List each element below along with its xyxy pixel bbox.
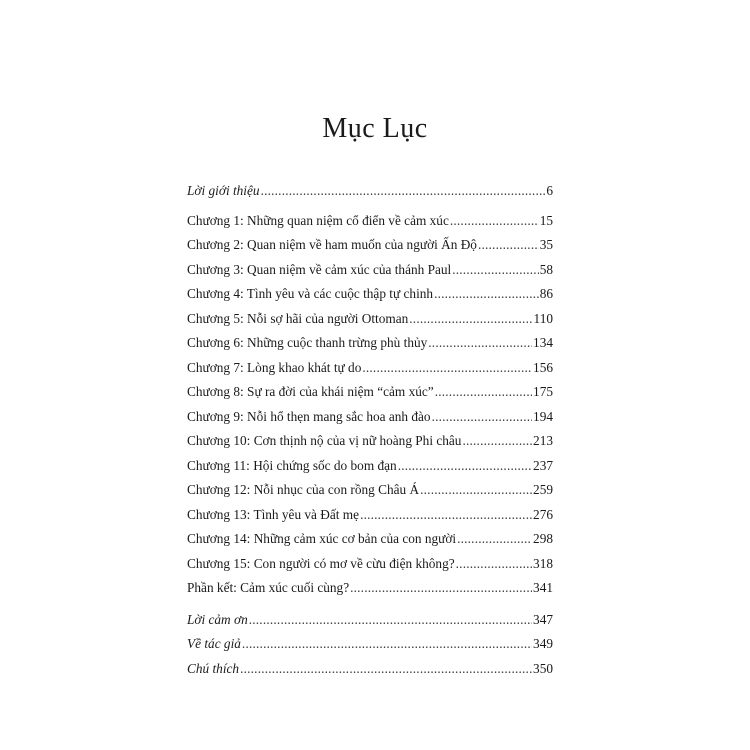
toc-entry-back-2	[187, 635, 553, 660]
dot-leader	[350, 579, 532, 597]
dot-leader	[360, 506, 532, 524]
toc-entry-label: Chương 15: Con người có mơ về cừu điện không?	[187, 555, 455, 571]
toc-entry-label: Chương 12: Nỗi nhục của con rồng Châu Á	[187, 482, 420, 497]
toc-entry-chapter-9	[187, 408, 553, 433]
dot-leader	[457, 530, 532, 548]
toc-entry-chapter-5	[187, 310, 553, 335]
toc-entry-page: 6	[546, 183, 553, 198]
toc-entry-chapter-14	[187, 530, 553, 555]
page-title: Mục Lục	[322, 113, 428, 144]
toc-entry-chapter-8	[187, 383, 553, 408]
toc-entry-page: 86	[539, 286, 553, 301]
toc-entry-chapter-15	[187, 555, 553, 580]
dot-leader	[242, 635, 532, 653]
dot-leader	[428, 334, 532, 352]
toc-entry-page: 341	[533, 580, 553, 595]
toc-entry-page: 156	[533, 359, 553, 375]
toc-entry-back-1	[187, 611, 553, 636]
toc-entry-label: Lời giới thiệu	[187, 183, 260, 198]
toc-entry-page: 15	[539, 212, 553, 228]
dot-leader	[398, 457, 532, 475]
chapter-list	[187, 212, 553, 604]
toc-entry-intro	[187, 182, 553, 207]
toc-entry-label: Chương 11: Hội chứng sốc do bom đạn	[187, 457, 397, 473]
back-matter-list	[187, 611, 553, 685]
toc-entry-chapter-16	[187, 579, 553, 604]
toc-entry-page: 213	[533, 433, 553, 448]
toc-entry-label: Phần kết: Cảm xúc cuối cùng?	[187, 580, 350, 595]
dot-leader	[456, 555, 532, 573]
toc-entry-page: 298	[533, 531, 553, 546]
toc-entry-label: Chương 4: Tình yêu và các cuộc thập tự chinh	[187, 286, 434, 301]
toc-entry-chapter-12	[187, 481, 553, 506]
dot-leader	[434, 285, 539, 303]
toc-entry-page: 347	[533, 611, 553, 627]
toc-entry-label: Chương 9: Nỗi hổ thẹn mang sắc hoa anh đào	[187, 408, 431, 424]
toc-entry-label: Chú thích	[187, 660, 240, 676]
toc-entry-page: 276	[533, 506, 553, 522]
dot-leader	[452, 261, 538, 279]
toc-entry-page: 237	[533, 457, 553, 473]
toc-entry-chapter-11	[187, 457, 553, 482]
toc-entry-label: Lời cảm ơn	[187, 611, 248, 627]
dot-leader	[420, 481, 532, 499]
toc-entry-page: 318	[533, 555, 553, 571]
toc-entry-page: 110	[533, 310, 553, 326]
section-gap	[187, 604, 553, 611]
toc-entry-label: Chương 8: Sự ra đời của khái niệm “cảm xúc”	[187, 384, 434, 399]
toc-entry-chapter-10	[187, 432, 553, 457]
dot-leader	[261, 182, 546, 200]
toc-entry-label: Chương 1: Những quan niệm cổ điển về cảm xúc	[187, 212, 449, 228]
dot-leader	[450, 212, 539, 230]
toc-entry-page: 58	[539, 261, 553, 277]
toc-entry-label: Chương 2: Quan niệm về ham muốn của người Ấn Độ	[187, 237, 477, 252]
dot-leader	[409, 310, 532, 328]
toc-entry-label: Chương 7: Lòng khao khát tự do	[187, 359, 362, 375]
toc-entry-page: 349	[533, 636, 553, 651]
toc-entry-back-3	[187, 660, 553, 685]
dot-leader	[432, 408, 532, 426]
toc-entry-page: 35	[539, 237, 553, 252]
toc-entry-label: Chương 5: Nỗi sợ hãi của người Ottoman	[187, 310, 409, 326]
dot-leader	[478, 236, 539, 254]
table-of-contents	[187, 182, 553, 684]
toc-entry-page: 350	[533, 660, 553, 676]
toc-entry-page: 134	[533, 335, 553, 350]
toc-entry-label: Chương 6: Những cuộc thanh trừng phù thủy	[187, 335, 428, 350]
toc-entry-chapter-6	[187, 334, 553, 359]
toc-entry-chapter-3	[187, 261, 553, 286]
dot-leader	[362, 359, 532, 377]
toc-entry-label: Chương 14: Những cảm xúc cơ bản của con người	[187, 531, 457, 546]
toc-entry-chapter-4	[187, 285, 553, 310]
toc-entry-chapter-7	[187, 359, 553, 384]
toc-entry-chapter-13	[187, 506, 553, 531]
toc-entry-page: 259	[533, 482, 553, 497]
toc-entry-label: Chương 10: Cơn thịnh nộ của vị nữ hoàng Phi châu	[187, 433, 462, 448]
toc-entry-label: Chương 13: Tình yêu và Đất mẹ	[187, 506, 360, 522]
toc-entry-label: Về tác giả	[187, 636, 241, 651]
toc-entry-label: Chương 3: Quan niệm về cảm xúc của thánh Paul	[187, 261, 452, 277]
toc-entry-chapter-2	[187, 236, 553, 261]
toc-entry-page: 194	[533, 408, 553, 424]
dot-leader	[249, 611, 532, 629]
toc-entry-page: 175	[533, 384, 553, 399]
toc-entry-chapter-1	[187, 212, 553, 237]
dot-leader	[435, 383, 532, 401]
dot-leader	[240, 660, 532, 678]
dot-leader	[462, 432, 532, 450]
